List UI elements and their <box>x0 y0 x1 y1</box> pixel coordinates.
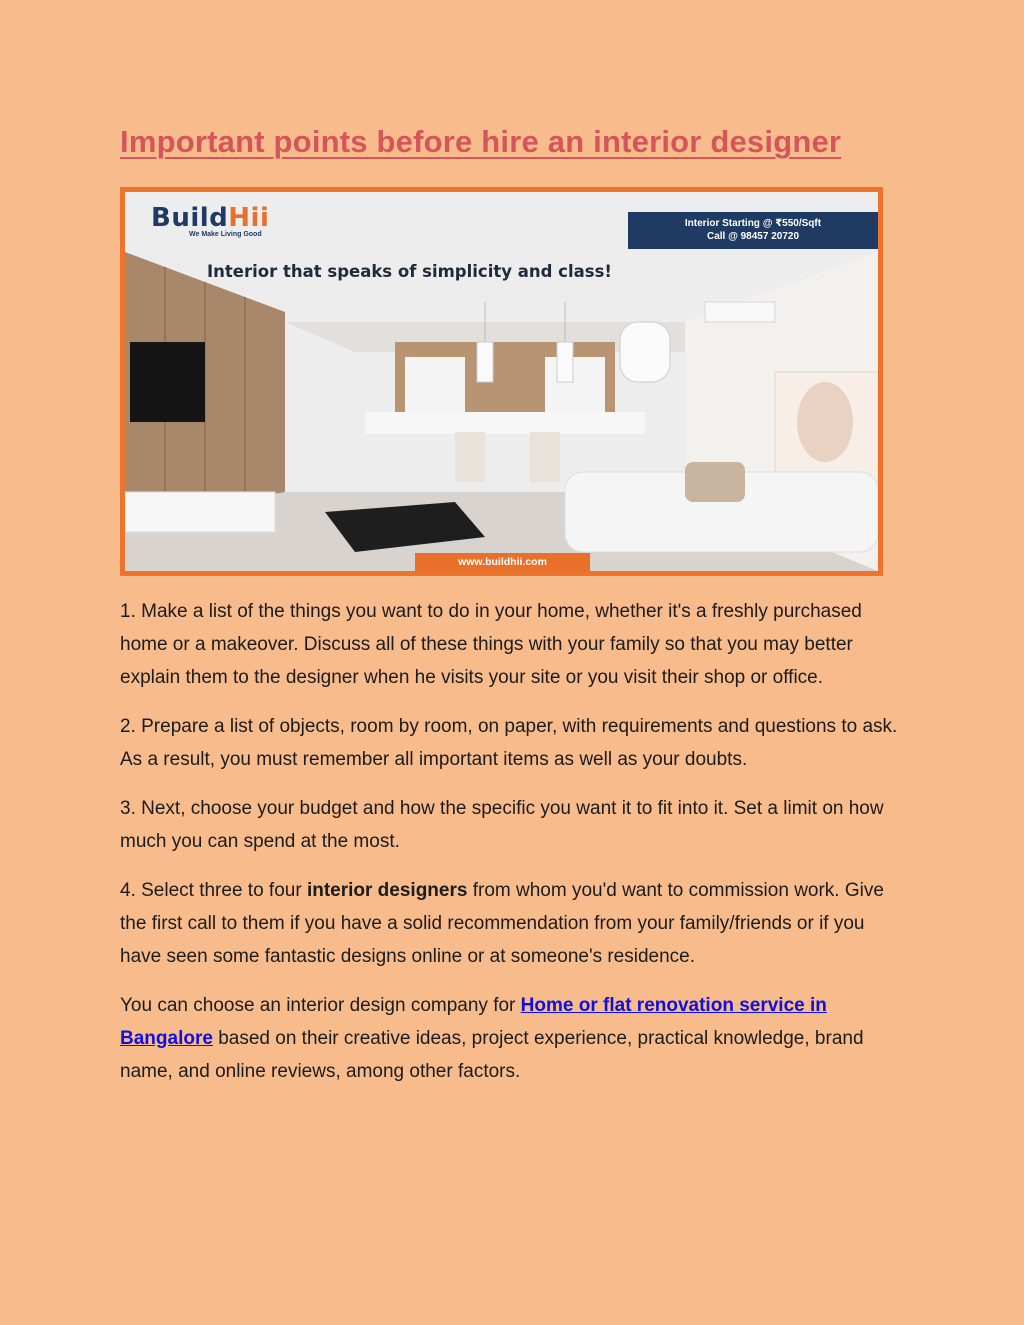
banner-url: www.buildhii.com <box>415 553 590 571</box>
banner-image <box>120 187 883 576</box>
brand-logo: BuildHii <box>151 203 270 233</box>
paragraph-5: You can choose an interior design company for Home or flat renovation service in Bangalore based on their creative ideas, project experience, practical knowledge, brand name, and online reviews, among other factors. <box>120 995 864 1082</box>
tv <box>130 342 205 422</box>
paragraph-3: 3. Next, choose your budget and how the specific you want it to fit into it. Set a limit on how much you can spend at the most. <box>120 798 884 852</box>
article-body <box>120 595 905 1104</box>
bold-keyword: interior designers <box>306 880 468 901</box>
brand-tagline: We Make Living Good <box>189 231 262 238</box>
paragraph-4: 4. Select three to four interior designers from whom you'd want to commission work. Give the first call to them if you have a solid recommendation from your family/friends or if you have seen some fantastic designs online or at someone's residence. <box>120 880 884 967</box>
promo-price: Interior Starting @ ₹550/Sqft <box>684 218 822 229</box>
promo-box <box>628 212 878 249</box>
paragraph-2: 2. Prepare a list of objects, room by room, on paper, with requirements and questions to ask. As a result, you must remember all important items as well as your doubts. <box>120 716 898 770</box>
page-title: Important points before hire an interior designer <box>120 124 842 159</box>
banner-headline: Interior that speaks of simplicity and class! <box>207 262 612 281</box>
paragraph-1: 1. Make a list of the things you want to do in your home, whether it's a freshly purchased home or a makeover. Discuss all of these things with your family so that you may better explain them to the designer when he visits your site or you visit their shop or office. <box>120 601 862 688</box>
renovation-service-link[interactable]: Home or flat renovation service in Bangalore <box>120 995 827 1049</box>
promo-phone: Call @ 98457 20720 <box>706 231 800 242</box>
